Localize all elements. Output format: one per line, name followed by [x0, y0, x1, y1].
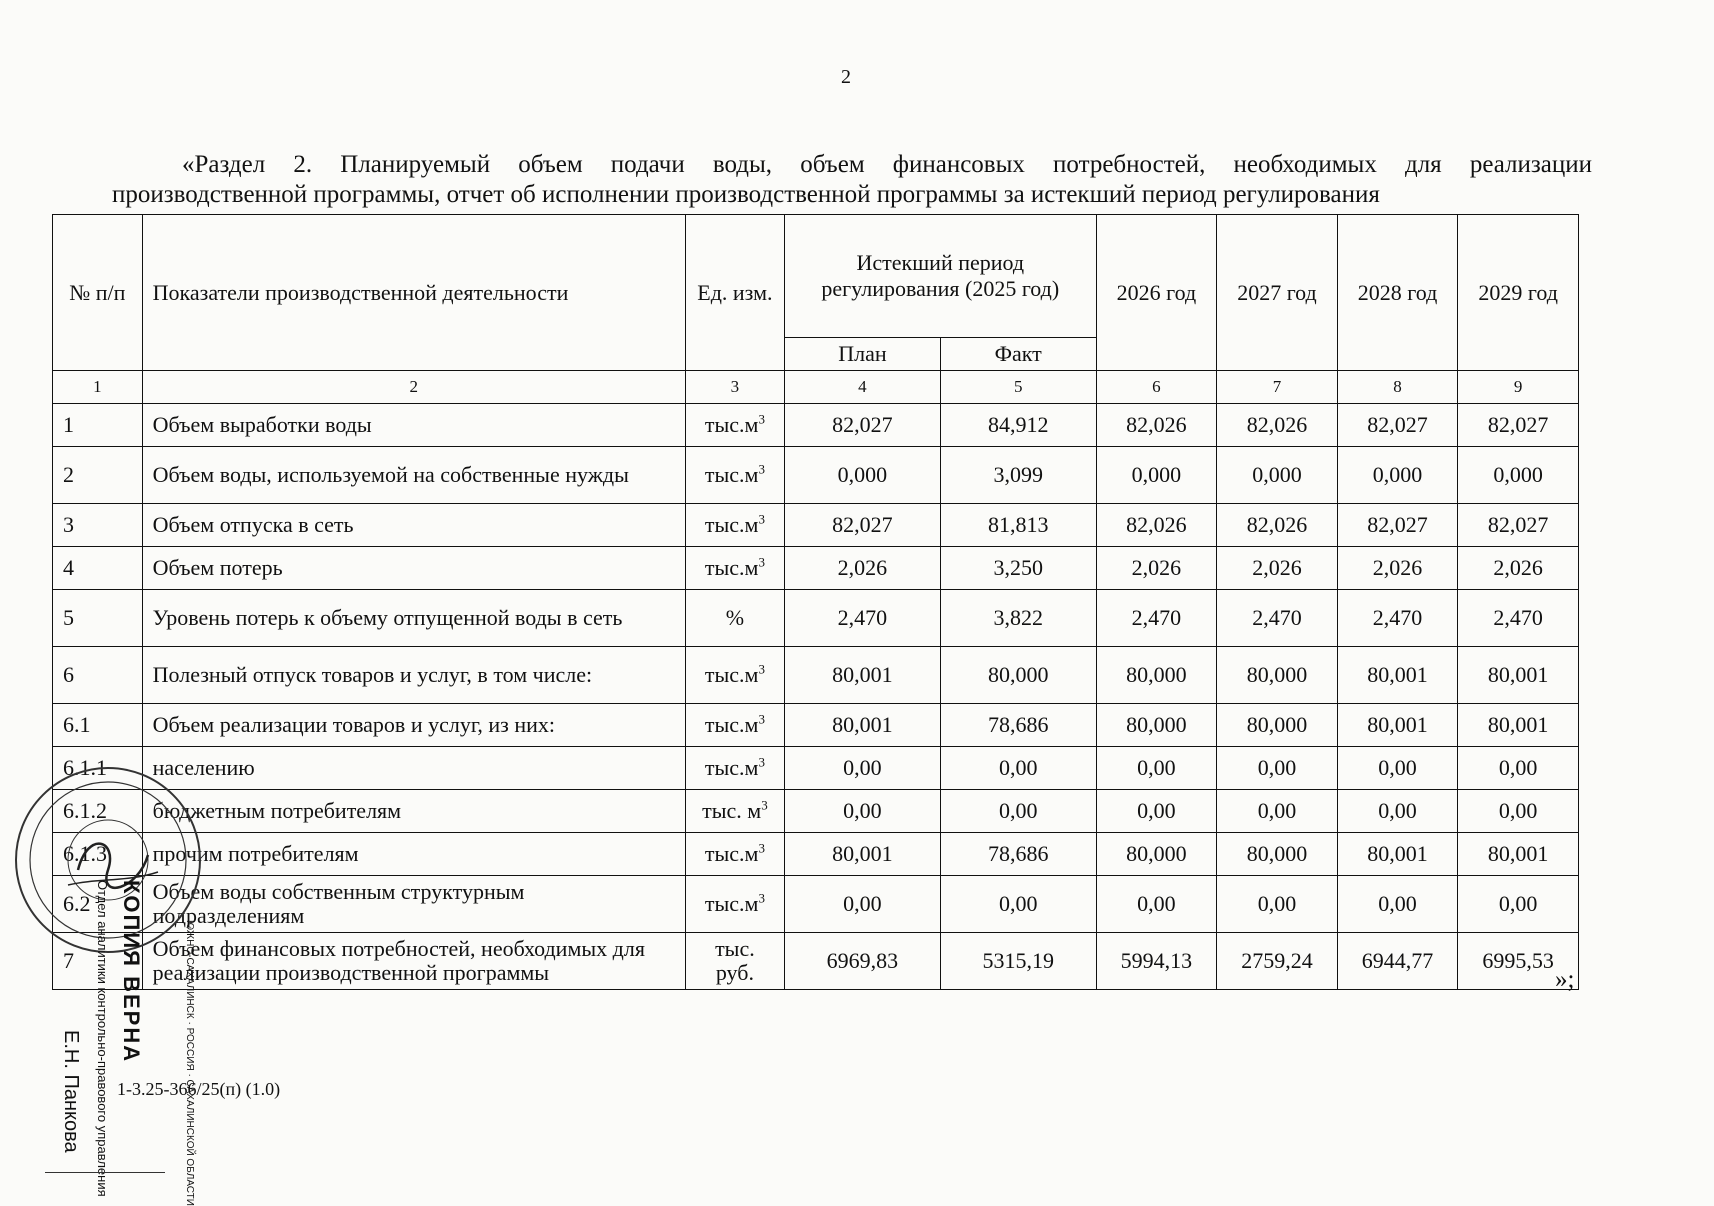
- unit-superscript: 3: [758, 661, 765, 677]
- header-fact: Факт: [940, 338, 1096, 371]
- value-cell: 0,00: [785, 790, 941, 833]
- value-cell: 2,470: [785, 590, 941, 647]
- unit-text: тыс.м: [704, 555, 759, 580]
- unit-text: тыс.м: [704, 462, 759, 487]
- value-cell: 5315,19: [940, 933, 1096, 990]
- row-number: 5: [53, 590, 143, 647]
- value-cell: 0,000: [1458, 447, 1579, 504]
- column-index: 5: [940, 371, 1096, 404]
- value-cell: 80,000: [1096, 704, 1217, 747]
- unit-cell: [685, 933, 784, 990]
- value-cell: 82,027: [1458, 404, 1579, 447]
- value-cell: 0,00: [1337, 790, 1458, 833]
- row-number: 6.1.2: [53, 790, 143, 833]
- value-cell: 80,001: [1458, 833, 1579, 876]
- table-row: [53, 647, 1579, 704]
- indicator-name: бюджетным потребителям: [142, 790, 685, 833]
- value-cell: 82,026: [1096, 404, 1217, 447]
- table-row: [53, 876, 1579, 933]
- unit-superscript: 3: [758, 711, 765, 727]
- row-number: 7: [53, 933, 143, 990]
- value-cell: 0,000: [1217, 447, 1338, 504]
- indicator-name: населению: [142, 747, 685, 790]
- value-cell: 0,00: [940, 747, 1096, 790]
- header-indicator: Показатели производственной деятельности: [142, 215, 685, 371]
- value-cell: 0,00: [1096, 790, 1217, 833]
- value-cell: 82,027: [785, 404, 941, 447]
- unit-text: %: [725, 605, 745, 630]
- unit-cell: [685, 833, 784, 876]
- indicator-name: Объем реализации товаров и услуг, из них:: [142, 704, 685, 747]
- unit-cell: [685, 790, 784, 833]
- value-cell: 84,912: [940, 404, 1096, 447]
- row-number: 3: [53, 504, 143, 547]
- indicator-name: Объем воды, используемой на собственные нужды: [142, 447, 685, 504]
- value-cell: 80,001: [785, 704, 941, 747]
- column-index: 6: [1096, 371, 1217, 404]
- row-number: 6.1.1: [53, 747, 143, 790]
- indicator-name: Объем воды собственным структурным подразделениям: [142, 876, 685, 933]
- table-row: [53, 704, 1579, 747]
- page-number: 2: [841, 66, 851, 88]
- unit-cell: [685, 590, 784, 647]
- value-cell: 82,027: [1337, 504, 1458, 547]
- value-cell: 0,00: [1458, 790, 1579, 833]
- unit-text: тыс.м: [704, 841, 759, 866]
- production-program-table: [52, 214, 1579, 990]
- column-index: 2: [142, 371, 685, 404]
- column-index: 1: [53, 371, 143, 404]
- unit-cell: [685, 504, 784, 547]
- value-cell: 0,00: [1096, 747, 1217, 790]
- column-index: 9: [1458, 371, 1579, 404]
- value-cell: 0,00: [940, 790, 1096, 833]
- value-cell: 80,001: [785, 647, 941, 704]
- header-2028: 2028 год: [1337, 215, 1458, 371]
- value-cell: 0,00: [1458, 876, 1579, 933]
- row-number: 6.1: [53, 704, 143, 747]
- certification-block: [40, 880, 195, 1206]
- unit-cell: [685, 447, 784, 504]
- value-cell: 2,470: [1337, 590, 1458, 647]
- unit-text: тыс.м: [704, 891, 759, 916]
- indicator-name: Объем финансовых потребностей, необходимых для реализации производственной программы: [142, 933, 685, 990]
- table-row: [53, 404, 1579, 447]
- value-cell: 0,00: [1217, 747, 1338, 790]
- closing-quote: »;: [1555, 966, 1575, 993]
- header-period: Истекший период регулирования (2025 год): [785, 215, 1097, 338]
- value-cell: 0,00: [1217, 876, 1338, 933]
- value-cell: 5994,13: [1096, 933, 1217, 990]
- value-cell: 2,470: [1458, 590, 1579, 647]
- value-cell: 3,822: [940, 590, 1096, 647]
- table-row: [53, 933, 1579, 990]
- value-cell: 0,00: [1096, 876, 1217, 933]
- value-cell: 0,00: [1337, 747, 1458, 790]
- indicator-name: Полезный отпуск товаров и услуг, в том числе:: [142, 647, 685, 704]
- value-cell: 6995,53: [1458, 933, 1579, 990]
- table-row: [53, 504, 1579, 547]
- unit-superscript: 3: [758, 411, 765, 427]
- column-index: 7: [1217, 371, 1338, 404]
- value-cell: 2,026: [1337, 547, 1458, 590]
- unit-text: тыс.м: [704, 412, 759, 437]
- value-cell: 80,001: [1458, 704, 1579, 747]
- section-heading: [112, 150, 1592, 210]
- heading-line-1: «Раздел 2. Планируемый объем подачи воды, объем финансовых потребностей, необходимых для реализации: [182, 151, 1592, 178]
- value-cell: 80,000: [1096, 647, 1217, 704]
- value-cell: 82,026: [1096, 504, 1217, 547]
- value-cell: 0,000: [1096, 447, 1217, 504]
- row-number: 6.1.3: [53, 833, 143, 876]
- certifying-department: Отдел аналитики контрольно-правового управления: [95, 880, 110, 1197]
- column-index: 3: [685, 371, 784, 404]
- value-cell: 2,026: [1096, 547, 1217, 590]
- table-row: [53, 790, 1579, 833]
- value-cell: 82,027: [1458, 504, 1579, 547]
- unit-cell: [685, 547, 784, 590]
- unit-cell: [685, 747, 784, 790]
- header-unit: Ед. изм.: [685, 215, 784, 371]
- row-number: 6: [53, 647, 143, 704]
- header-2027: 2027 год: [1217, 215, 1338, 371]
- value-cell: 80,001: [1458, 647, 1579, 704]
- unit-cell: [685, 876, 784, 933]
- table-row: [53, 747, 1579, 790]
- copy-true-stamp: КОПИЯ ВЕРНА: [119, 880, 144, 1064]
- value-cell: 0,00: [1337, 876, 1458, 933]
- value-cell: 6969,83: [785, 933, 941, 990]
- value-cell: 78,686: [940, 833, 1096, 876]
- value-cell: 80,001: [1337, 647, 1458, 704]
- unit-text: тыс.м: [704, 712, 759, 737]
- value-cell: 82,026: [1217, 404, 1338, 447]
- value-cell: 80,001: [785, 833, 941, 876]
- value-cell: 2,026: [785, 547, 941, 590]
- table-row: [53, 833, 1579, 876]
- heading-line-2: производственной программы, отчет об исполнении производственной программы за истекший период регулирования: [112, 181, 1380, 208]
- table-row: [53, 547, 1579, 590]
- value-cell: 80,000: [1217, 704, 1338, 747]
- value-cell: 82,027: [785, 504, 941, 547]
- value-cell: 3,099: [940, 447, 1096, 504]
- column-index-row: [53, 371, 1579, 404]
- unit-superscript: 3: [758, 840, 765, 856]
- value-cell: 80,001: [1337, 833, 1458, 876]
- value-cell: 3,250: [940, 547, 1096, 590]
- value-cell: 2,470: [1217, 590, 1338, 647]
- header-num: № п/п: [53, 215, 143, 371]
- value-cell: 81,813: [940, 504, 1096, 547]
- unit-superscript: 3: [758, 754, 765, 770]
- value-cell: 0,00: [785, 747, 941, 790]
- column-index: 8: [1337, 371, 1458, 404]
- indicator-name: Объем отпуска в сеть: [142, 504, 685, 547]
- unit-superscript: 3: [758, 511, 765, 527]
- value-cell: 0,000: [785, 447, 941, 504]
- unit-text: тыс. м: [702, 798, 762, 823]
- value-cell: 0,00: [1458, 747, 1579, 790]
- value-cell: 80,001: [1337, 704, 1458, 747]
- unit-superscript: 3: [758, 890, 765, 906]
- value-cell: 0,000: [1337, 447, 1458, 504]
- value-cell: 78,686: [940, 704, 1096, 747]
- value-cell: 2759,24: [1217, 933, 1338, 990]
- value-cell: 82,026: [1217, 504, 1338, 547]
- value-cell: 2,026: [1217, 547, 1338, 590]
- value-cell: 80,000: [940, 647, 1096, 704]
- header-2026: 2026 год: [1096, 215, 1217, 371]
- row-number: 2: [53, 447, 143, 504]
- certifying-official: Е.Н. Панкова: [60, 1030, 82, 1153]
- unit-superscript: 3: [758, 461, 765, 477]
- table-row: [53, 590, 1579, 647]
- indicator-name: Уровень потерь к объему отпущенной воды в сеть: [142, 590, 685, 647]
- header-plan: План: [785, 338, 941, 371]
- value-cell: 2,026: [1458, 547, 1579, 590]
- value-cell: 0,00: [1217, 790, 1338, 833]
- header-2029: 2029 год: [1458, 215, 1579, 371]
- value-cell: 80,000: [1217, 647, 1338, 704]
- row-number: 4: [53, 547, 143, 590]
- row-number: 6.2: [53, 876, 143, 933]
- unit-cell: [685, 647, 784, 704]
- unit-text: тыс. руб.: [715, 936, 755, 985]
- value-cell: 0,00: [785, 876, 941, 933]
- unit-cell: [685, 704, 784, 747]
- value-cell: 80,000: [1096, 833, 1217, 876]
- unit-superscript: 3: [761, 797, 768, 813]
- table-row: [53, 447, 1579, 504]
- unit-superscript: 3: [758, 554, 765, 570]
- indicator-name: Объем потерь: [142, 547, 685, 590]
- value-cell: 6944,77: [1337, 933, 1458, 990]
- unit-text: тыс.м: [704, 755, 759, 780]
- unit-cell: [685, 404, 784, 447]
- indicator-name: прочим потребителям: [142, 833, 685, 876]
- document-id: 1-3.25-366/25(п) (1.0): [117, 1079, 281, 1099]
- certification-rule: [45, 1172, 165, 1173]
- row-number: 1: [53, 404, 143, 447]
- column-index: 4: [785, 371, 941, 404]
- unit-text: тыс.м: [704, 512, 759, 537]
- stamp-organization: ЮЖНО-САХАЛИНСК · РОССИЯ · САХАЛИНСКОЙ ОБЛАСТИ: [184, 920, 195, 1206]
- value-cell: 2,470: [1096, 590, 1217, 647]
- unit-text: тыс.м: [704, 662, 759, 687]
- indicator-name: Объем выработки воды: [142, 404, 685, 447]
- value-cell: 0,00: [940, 876, 1096, 933]
- value-cell: 82,027: [1337, 404, 1458, 447]
- value-cell: 80,000: [1217, 833, 1338, 876]
